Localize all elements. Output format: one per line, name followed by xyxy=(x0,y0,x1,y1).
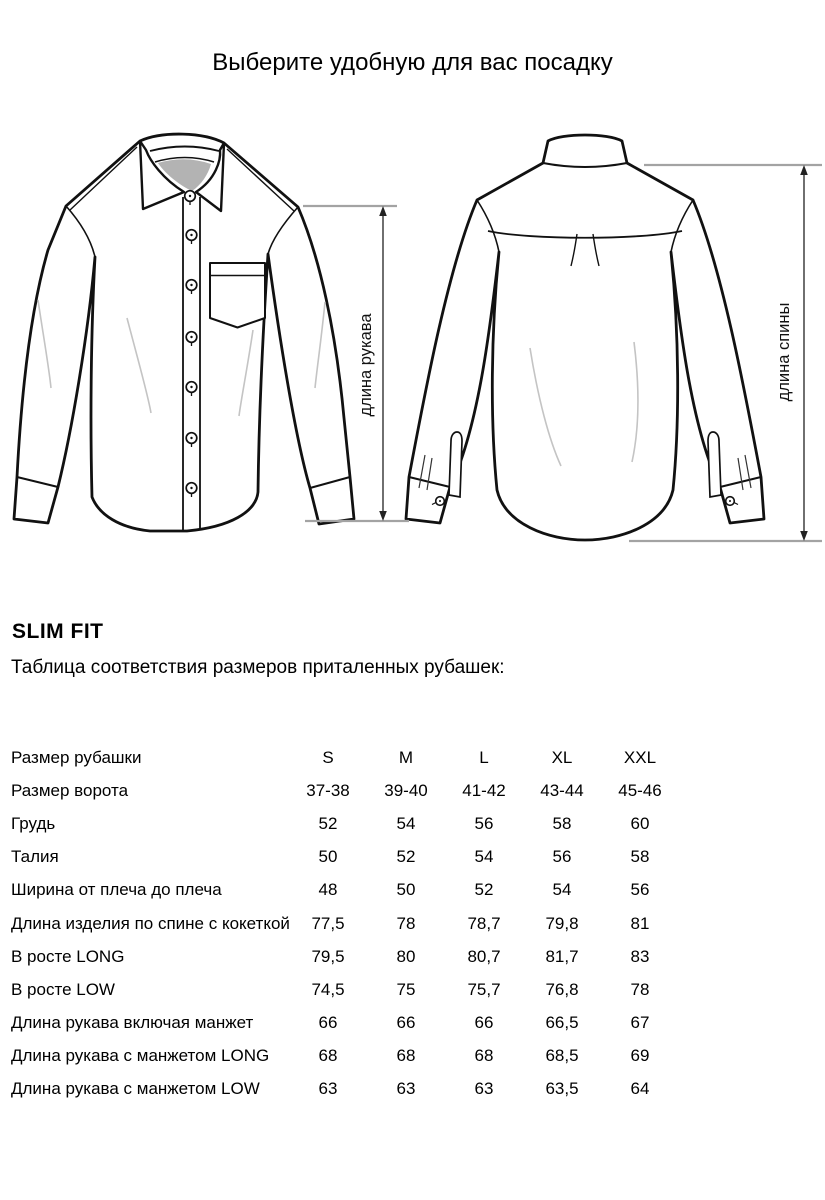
row-value: 79,5 xyxy=(311,946,345,966)
row-value: 83 xyxy=(630,946,650,966)
row-value: 76,8 xyxy=(545,979,579,999)
row-value: 77,5 xyxy=(311,913,345,933)
row-value: 41-42 xyxy=(462,780,506,800)
row-label: Грудь xyxy=(11,813,56,833)
arrow-up-icon xyxy=(800,165,808,175)
page-title: Выберите удобную для вас посадку xyxy=(212,49,613,76)
row-value: 54 xyxy=(396,813,416,833)
fit-heading: SLIM FIT xyxy=(12,620,104,643)
back-shirt-drawing xyxy=(406,135,764,540)
row-value: 48 xyxy=(318,880,338,900)
row-value: 74,5 xyxy=(311,979,345,999)
row-label: Размер рубашки xyxy=(11,747,142,767)
row-value: 52 xyxy=(474,880,494,900)
row-value: 68 xyxy=(318,1046,338,1066)
row-value: 63 xyxy=(318,1079,338,1099)
row-value: 58 xyxy=(630,847,650,867)
back-length-label: длина спины xyxy=(775,302,793,402)
row-label: Длина рукава с манжетом LONG xyxy=(11,1046,270,1066)
row-value: 79,8 xyxy=(545,913,579,933)
row-value: 80,7 xyxy=(467,946,501,966)
row-value: 50 xyxy=(396,880,416,900)
row-value: 75 xyxy=(396,979,416,999)
row-value: 56 xyxy=(552,847,572,867)
row-value: 78 xyxy=(630,979,650,999)
row-value: 78 xyxy=(396,913,416,933)
row-value: 80 xyxy=(396,946,416,966)
arrow-up-icon xyxy=(379,206,387,216)
row-value: 63 xyxy=(396,1079,416,1099)
row-value: 63,5 xyxy=(545,1079,579,1099)
row-value: 68 xyxy=(474,1046,494,1066)
row-label: В росте LONG xyxy=(11,946,125,966)
row-label: Талия xyxy=(11,847,59,867)
arrow-down-icon xyxy=(800,531,808,541)
row-label: Ширина от плеча до плеча xyxy=(11,880,222,900)
table-row xyxy=(11,907,711,940)
row-value: 60 xyxy=(630,813,650,833)
row-value: 54 xyxy=(552,880,572,900)
row-value: M xyxy=(398,747,414,767)
row-value: 52 xyxy=(318,813,338,833)
row-value: 68 xyxy=(396,1046,416,1066)
row-value: 43-44 xyxy=(540,780,584,800)
row-label: Длина рукава с манжетом LOW xyxy=(11,1079,260,1099)
sleeve-length-label: длина рукава xyxy=(357,313,375,417)
row-value: 67 xyxy=(630,1013,650,1033)
table-row xyxy=(11,874,711,907)
row-value: S xyxy=(322,747,334,767)
row-value: 54 xyxy=(474,847,494,867)
row-label: Длина изделия по спине с кокеткой xyxy=(11,913,290,933)
row-value: L xyxy=(479,747,489,767)
row-value: 66,5 xyxy=(545,1013,579,1033)
front-shirt-drawing xyxy=(14,134,354,531)
row-value: 68,5 xyxy=(545,1046,579,1066)
table-row xyxy=(11,1040,711,1073)
size-table xyxy=(11,741,711,1106)
row-value: 66 xyxy=(396,1013,416,1033)
row-label: В росте LOW xyxy=(11,979,115,999)
row-value: 78,7 xyxy=(467,913,501,933)
row-value: 64 xyxy=(630,1079,650,1099)
row-value: 81,7 xyxy=(545,946,579,966)
row-value: 45-46 xyxy=(618,780,662,800)
row-value: XXL xyxy=(623,747,657,767)
front-chest-pocket xyxy=(210,263,265,328)
shirt-diagram xyxy=(0,0,825,575)
row-value: 58 xyxy=(552,813,572,833)
row-value: 81 xyxy=(630,913,650,933)
table-row xyxy=(11,741,711,774)
row-value: 75,7 xyxy=(467,979,501,999)
row-value: 66 xyxy=(474,1013,494,1033)
table-row xyxy=(11,841,711,874)
row-value: XL xyxy=(551,747,573,767)
table-row xyxy=(11,1007,711,1040)
table-row xyxy=(11,1073,711,1106)
row-value: 37-38 xyxy=(306,780,350,800)
row-value: 63 xyxy=(474,1079,494,1099)
row-value: 56 xyxy=(630,880,650,900)
row-value: 66 xyxy=(318,1013,338,1033)
row-label: Длина рукава включая манжет xyxy=(11,1013,254,1033)
front-body-outline xyxy=(14,134,354,531)
arrow-down-icon xyxy=(379,511,387,521)
row-label: Размер ворота xyxy=(11,780,129,800)
table-row xyxy=(11,973,711,1006)
table-row xyxy=(11,940,711,973)
table-row xyxy=(11,807,711,840)
row-value: 50 xyxy=(318,847,338,867)
table-row xyxy=(11,774,711,807)
row-value: 56 xyxy=(474,813,494,833)
row-value: 39-40 xyxy=(384,780,428,800)
table-caption: Таблица соответствия размеров приталенных рубашек: xyxy=(11,657,505,678)
row-value: 69 xyxy=(630,1046,650,1066)
row-value: 52 xyxy=(396,847,416,867)
